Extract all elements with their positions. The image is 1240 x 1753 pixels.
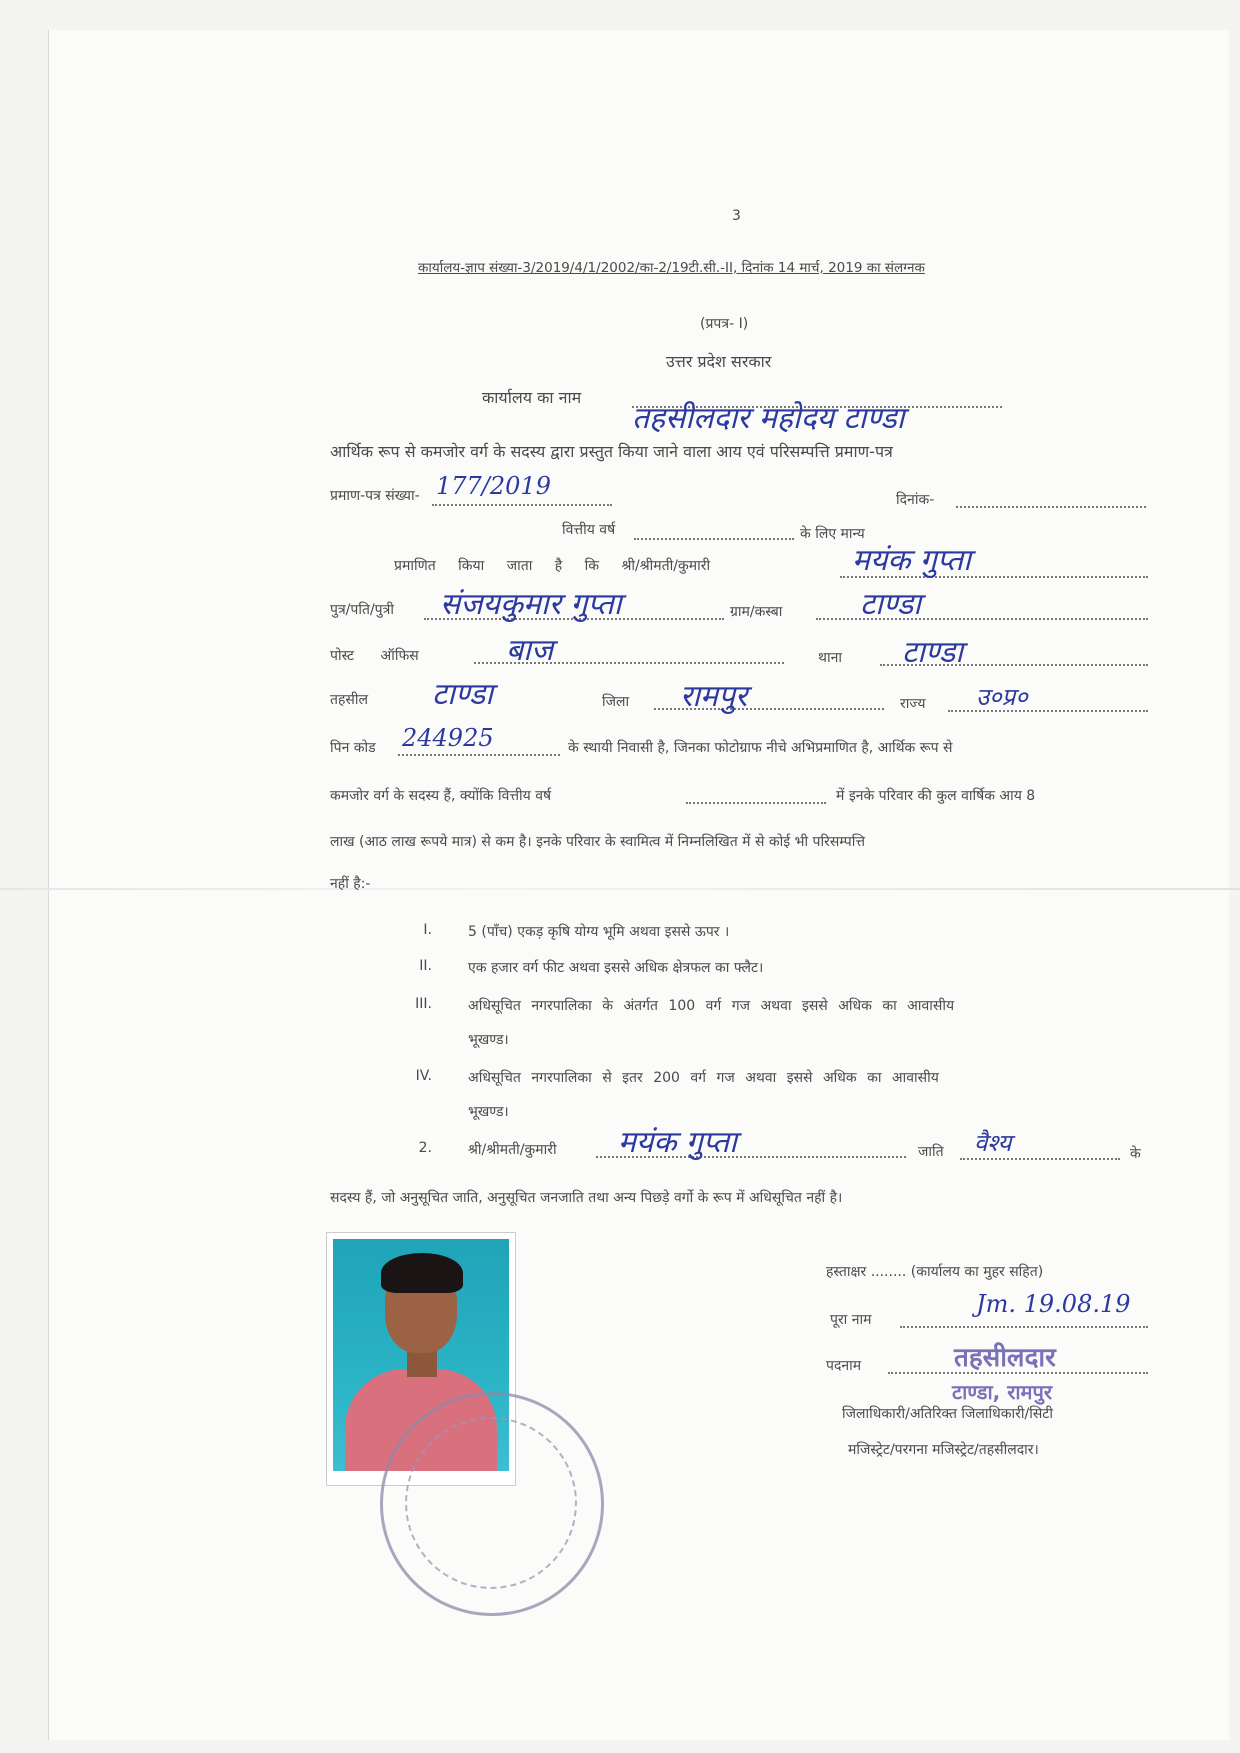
post-office-value: बाज xyxy=(506,633,554,668)
certificate-title: आर्थिक रूप से कमजोर वर्ग के सदस्य द्वारा प्रस्तुत किया जाने वाला आय एवं परिसम्पत्ति प्रमाण-पत्र xyxy=(330,442,893,461)
date-dots xyxy=(956,506,1146,508)
list-item-num: I. xyxy=(423,922,432,938)
office-seal xyxy=(380,1392,604,1616)
para-line-3: लाख (आठ लाख रूपये मात्र) से कम है। इनके परिवार के स्वामित्व में निम्नलिखित में से कोई भी परिसम्पत्ति xyxy=(330,834,866,850)
tehsil-value: टाण्डा xyxy=(432,677,493,712)
para-line-4: नहीं है:- xyxy=(330,876,371,892)
list-item-num: III. xyxy=(415,996,432,1012)
relation-label: पुत्र/पति/पुत्री xyxy=(330,602,394,618)
police-station-label: थाना xyxy=(818,650,842,666)
certified-text: प्रमाणित किया जाता है कि श्री/श्रीमती/कुमारी xyxy=(394,558,711,574)
district-label: जिला xyxy=(602,694,630,710)
pin-value: 244925 xyxy=(402,724,494,752)
certificate-no-label: प्रमाण-पत्र संख्या- xyxy=(330,488,420,504)
caste-value: वैश्य xyxy=(974,1129,1012,1157)
para-line-2b: में इनके परिवार की कुल वार्षिक आय 8 xyxy=(836,788,1036,804)
stamp-line-2: टाण्डा, रामपुर xyxy=(952,1380,1053,1404)
designation-label: पदनाम xyxy=(826,1358,862,1374)
list-item-text: 5 (पाँच) एकड़ कृषि योग्य भूमि अथवा इससे ऊपर । xyxy=(468,924,730,940)
village-label: ग्राम/कस्बा xyxy=(730,604,783,620)
list-item-text-cont: भूखण्ड। xyxy=(468,1032,509,1048)
photo-hair xyxy=(381,1253,463,1293)
list-item-text: अधिसूचित नगरपालिका से इतर 200 वर्ग गज अथवा इससे अधिक का आवासीय xyxy=(468,1070,939,1086)
reference-line: कार्यालय-ज्ञाप संख्या-3/2019/4/1/2002/का-2/19टी.सी.-II, दिनांक 14 मार्च, 2019 का संलग्नक xyxy=(418,260,925,276)
signature-label: हस्ताक्षर ........ (कार्यालय का मुहर सहित) xyxy=(826,1264,1044,1280)
state-label: राज्य xyxy=(900,696,926,712)
item2-num: 2. xyxy=(418,1140,432,1156)
financial-year-label: वित्तीय वर्ष xyxy=(562,522,616,538)
para-line-2a: कमजोर वर्ग के सदस्य हैं, क्योंकि वित्तीय वर्ष xyxy=(330,788,552,804)
item2-suffix: के xyxy=(1130,1146,1141,1162)
office-label: कार्यालय का नाम xyxy=(482,388,582,407)
stamp-line-1: तहसीलदार xyxy=(954,1343,1056,1373)
para-line-1: के स्थायी निवासी है, जिनका फोटोग्राफ नीचे अभिप्रमाणित है, आर्थिक रूप से xyxy=(568,740,953,756)
tehsil-label: तहसील xyxy=(330,692,368,708)
authority-line-1: जिलाधिकारी/अतिरिक्त जिलाधिकारी/सिटी xyxy=(842,1406,1053,1422)
page-number: 3 xyxy=(732,208,741,224)
item2-name: मयंक गुप्ता xyxy=(618,1125,737,1160)
valid-for-label: के लिए मान्य xyxy=(800,526,865,542)
name-value: मयंक गुप्ता xyxy=(852,543,971,578)
full-name-dots xyxy=(900,1326,1148,1328)
pin-dots xyxy=(398,754,560,756)
signature-handwritten: Jm. 19.08.19 xyxy=(976,1290,1131,1318)
authority-line-2: मजिस्ट्रेट/परगना मजिस्ट्रेट/तहसीलदार। xyxy=(848,1442,1039,1458)
government-name: उत्तर प्रदेश सरकार xyxy=(666,352,772,371)
certificate-no-dots xyxy=(432,504,612,506)
item2-label: श्री/श्रीमती/कुमारी xyxy=(468,1142,557,1158)
district-value: रामपुर xyxy=(680,679,748,714)
office-seal-inner-ring xyxy=(405,1417,577,1589)
post-office-label: पोस्ट ऑफिस xyxy=(330,648,419,664)
police-station-value: टाण्डा xyxy=(902,635,963,670)
pin-label: पिन कोड xyxy=(330,740,376,756)
list-item-text: एक हजार वर्ग फीट अथवा इससे अधिक क्षेत्रफल का फ्लैट। xyxy=(468,960,764,976)
certificate-no-value: 177/2019 xyxy=(436,472,551,500)
list-item-num: II. xyxy=(419,958,432,974)
date-label: दिनांक- xyxy=(896,492,935,508)
list-item-text: अधिसूचित नगरपालिका के अंतर्गत 100 वर्ग गज अथवा इससे अधिक का आवासीय xyxy=(468,998,955,1014)
list-item-num: IV. xyxy=(415,1068,432,1084)
full-name-label: पूरा नाम xyxy=(830,1312,872,1328)
form-label: (प्रपत्र- I) xyxy=(700,316,749,332)
para-fy-dots xyxy=(686,802,826,804)
financial-year-dots xyxy=(634,538,794,540)
office-value: तहसीलदार महोदय टाण्डा xyxy=(632,401,905,436)
paper-fold xyxy=(0,888,1240,890)
village-value: टाण्डा xyxy=(860,587,921,622)
list-item-text-cont: भूखण्ड। xyxy=(468,1104,509,1120)
father-value: संजयकुमार गुप्ता xyxy=(440,587,622,622)
state-value: उ०प्र० xyxy=(976,683,1028,711)
document-sheet xyxy=(48,30,1229,1740)
closing-line: सदस्य हैं, जो अनुसूचित जाति, अनुसूचित जनजाति तथा अन्य पिछड़े वर्गो के रूप में अधिसूचित नहीं है। xyxy=(330,1190,843,1206)
caste-label: जाति xyxy=(918,1144,944,1160)
